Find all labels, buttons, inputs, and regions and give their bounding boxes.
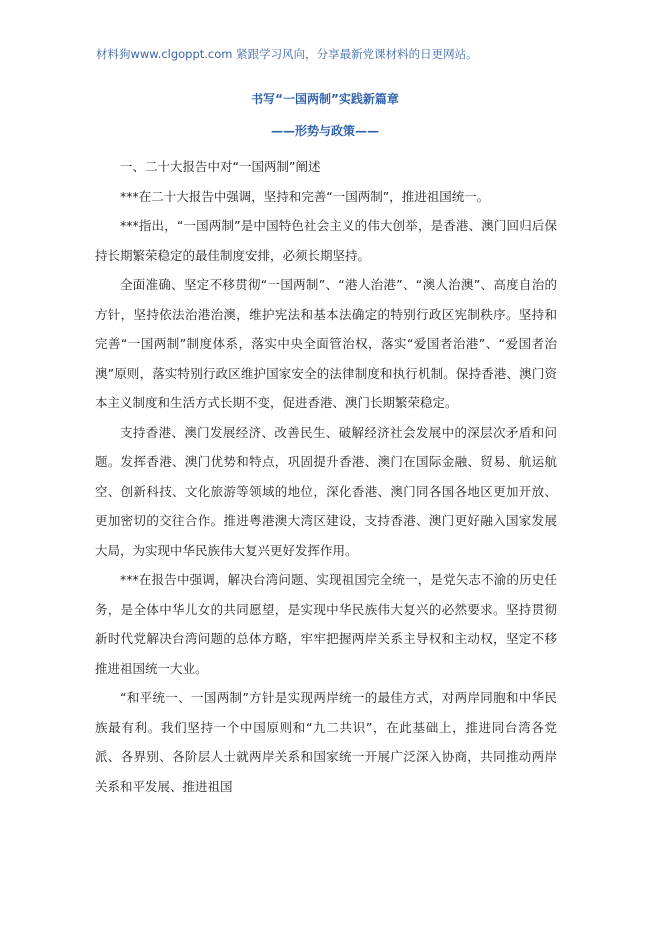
paragraph: “和平统一、一国两制”方针是实现两岸统一的最佳方式，对两岸同胞和中华民族最有利。我们坚持一个中国原则和“九二共识”，在此基础上，推进同台湾各党派、各界别、各阶层人士就两岸关系和国家统一开展广泛深入协商，共同推动两岸关系和平发展、推进祖国	[95, 690, 557, 794]
paragraph: ***指出，“一国两制”是中国特色社会主义的伟大创举，是香港、澳门回归后保持长期繁荣稳定的最佳制度安排，必须长期坚持。	[95, 218, 557, 263]
paragraph: 支持香港、澳门发展经济、改善民生、破解经济社会发展中的深层次矛盾和问题。发挥香港、澳门优势和特点，巩固提升香港、澳门在国际金融、贸易、航运航空、创新科技、文化旅游等领域的地位，深化香港、澳门同各国各地区更加开放、更加密切的交往合作。推进粤港澳大湾区建设，支持香港、澳门更好融入国家发展大局，为实现中华民族伟大复兴更好发挥作用。	[95, 424, 557, 558]
paragraph: ***在二十大报告中强调，坚持和完善“一国两制”，推进祖国统一。	[120, 188, 490, 204]
section-heading: 一、二十大报告中对“一国两制”阐述	[120, 159, 321, 174]
site-header-text: 材料狗www.clgoppt.com 紧跟学习风向，分享最新党课材料的日更网站。	[96, 47, 478, 61]
document-body	[95, 152, 557, 801]
paragraph: 全面准确、坚定不移贯彻“一国两制”、“港人治港”、“澳人治澳”、高度自治的方针，坚持依法治港治澳，维护宪法和基本法确定的特别行政区宪制秩序。坚持和完善“一国两制”制度体系，落实中央全面管治权，落实“爱国者治港”、“爱国者治澳”原则，落实特别行政区维护国家安全的法律制度和执行机制。保持香港、澳门资本主义制度和生活方式长期不变，促进香港、澳门长期繁荣稳定。	[95, 277, 557, 410]
document-subtitle: ——形势与政策——	[270, 124, 379, 138]
document-title: 书写“一国两制”实践新篇章	[251, 92, 399, 106]
paragraph: ***在报告中强调，解决台湾问题、实现祖国完全统一，是党矢志不渝的历史任务，是全体中华儿女的共同愿望，是实现中华民族伟大复兴的必然要求。坚持贯彻新时代党解决台湾问题的总体方略，牢牢把握两岸关系主导权和主动权，坚定不移推进祖国统一大业。	[95, 572, 557, 676]
